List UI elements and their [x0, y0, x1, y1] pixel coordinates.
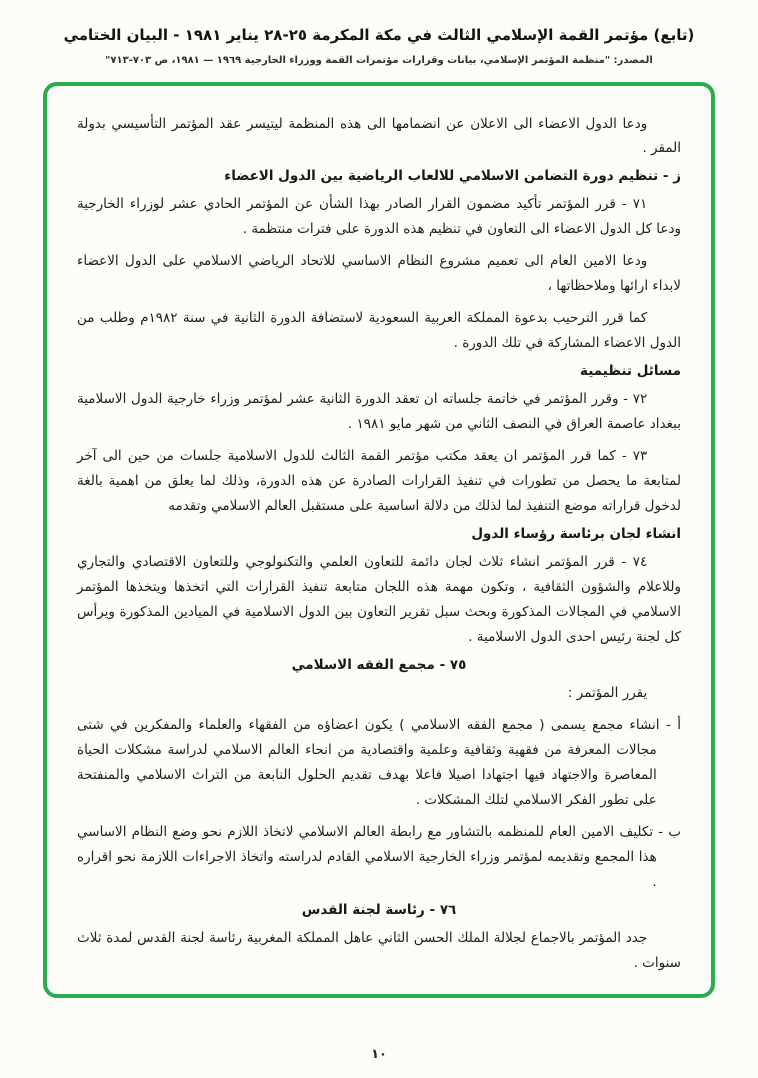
section-heading-committees: انشاء لجان برئاسة رؤساء الدول: [471, 526, 681, 543]
page-number: ١٠: [371, 1047, 387, 1062]
paragraph: ٧٢ - وقرر المؤتمر في خاتمة جلساته ان تعقد الدورة الثانية عشر لمؤتمر وزراء خارجية الدول الاسلامية ببغداد عاصمة العراق في النصف الثاني من شهر مايو ١٩٨١ .: [77, 391, 681, 433]
document-header: [0, 24, 758, 66]
paragraph: يقرر المؤتمر :: [567, 684, 648, 701]
paragraph: ٧٤ - قرر المؤتمر انشاء ثلاث لجان دائمة للتعاون العلمي والتكنولوجي وللتعاون الاقتصادي والتجاري وللاعلام والشؤون الثقافية ، وتكون مهمة هذه اللجان متابعة تنفيذ القرارات التي اتخذها ويتخذها المؤتمر الاسلامي في المجالات المذكورة وبحث سبل تقرير التعاون بين الدول الاسلامية في الميادين المذكورة ويرأس كل لجنة رئيس احدى الدول الاسلامية .: [77, 554, 681, 645]
list-item: ب - تكليف الامين العام للمنظمه بالتشاور مع رابطة العالم الاسلامي لاتخاذ اللازم نحو وضع النظام الاساسي هذا المجمع وتقديمه لمؤتمر وزراء الخارجية الاسلامي القادم لدراسته واتخاذ الاجراءات اللازمة نحو اقراره .: [77, 823, 681, 890]
paragraph: ٧١ - قرر المؤتمر تأكيد مضمون القرار الصادر بهذا الشأن عن المؤتمر الحادي عشر لوزراء الخارجية ودعا كل الدول الاعضاء الى التعاون في تنظيم هذه الدورة على فترات منتظمة .: [77, 196, 681, 238]
content-frame: [43, 82, 715, 998]
section-heading-sports: ز - تنظيم دورة التضامن الاسلامي للالعاب الرياضية بين الدول الاعضاء: [224, 168, 681, 185]
section-heading-fiqh-academy: ٧٥ - مجمع الفقه الاسلامي: [291, 656, 467, 673]
list-item: أ - انشاء مجمع يسمى ( مجمع الفقه الاسلامي ) يكون اعضاؤه من الفقهاء والعلماء والمفكرين في شتى مجالات المعرفة من فقهية وثقافية وعلمية واقتصادية من انحاء العالم الاسلامي لدراسة مشكلات الحياة المعاصرة والاجتهاد فيها اجتهادا اصيلا فاعلا بهدف تقديم الحلول النابعة من التراث الاسلامي والمنفتحة على تطور الفكر الاسلامي لتلك المشكلات .: [77, 716, 681, 808]
source-line: المصدر: "منظمة المؤتمر الإسلامي، بيانات وقرارات مؤتمرات القمة ووزراء الخارجية ١٩٦٩ — ١٩٨١، ص ٧٠٣-٧١٣": [105, 54, 653, 66]
paragraph: جدد المؤتمر بالاجماع لجلالة الملك الحسن الثاني عاهل المملكة المغربية رئاسة لجنة القدس لمدة ثلاث سنوات .: [77, 929, 681, 971]
section-heading-organizational: مسائل تنظيمية: [580, 363, 681, 380]
section-heading-quds-committee: ٧٦ - رئاسة لجنة القدس: [301, 901, 457, 918]
paragraph: ٧٣ - كما قرر المؤتمر ان يعقد مكتب مؤتمر القمة الثالث للدول الاسلامية جلسات من حين الى آخر لمتابعة ما يحصل من تطورات في تنفيذ القرارات الصادرة عن هذه الدورة، وذلك لما يعلق من اهمية بالغة لدخول قراراته موضع التنفيذ لما لذلك من دلالة اساسية على مستقبل العالم الاسلامي وتقدمه: [77, 448, 681, 515]
paragraph: كما قرر الترحيب بدعوة المملكة العربية السعودية لاستضافة الدورة الثانية في سنة ١٩٨٢م وطلب من الدول الاعضاء المشاركة في تلك الدورة .: [77, 310, 681, 352]
paragraph: ودعا الدول الاعضاء الى الاعلان عن انضمامها الى هذه المنظمة ليتيسر عقد المؤتمر التأسيسي بدولة المقر .: [77, 115, 681, 157]
paragraph: ودعا الامين العام الى تعميم مشروع النظام الاساسي للاتحاد الرياضي الاسلامي على الدول الاعضاء لابداء ارائها وملاحظاتها ،: [77, 253, 681, 295]
page-title: (تابع) مؤتمر القمة الإسلامي الثالث في مكة المكرمة ٢٥-٢٨ يناير ١٩٨١ - البيان الختامي: [63, 26, 695, 44]
